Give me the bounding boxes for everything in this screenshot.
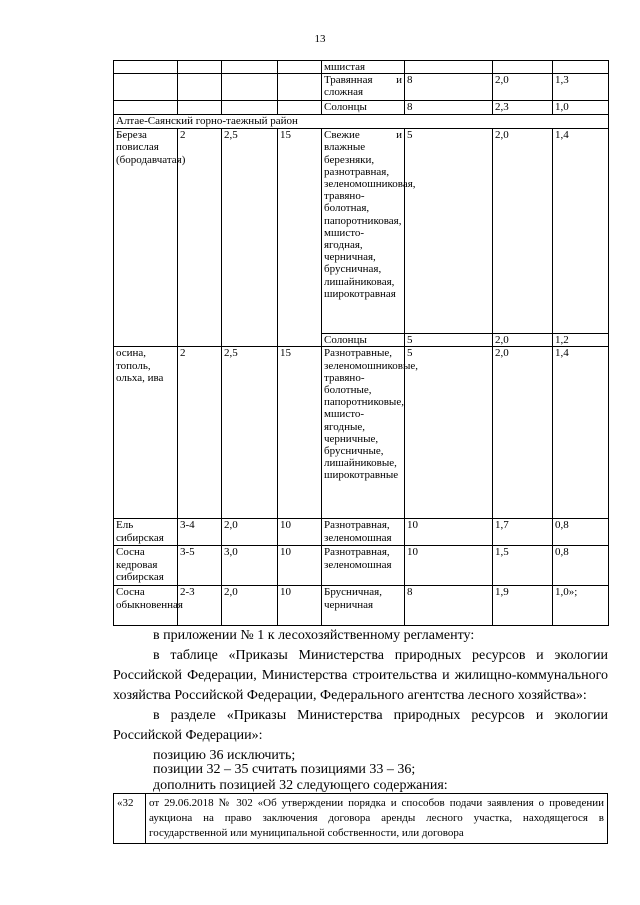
table-cell: 1,7 [493,519,553,546]
regulation-table [113,60,609,626]
order-text: от 29.06.2018 № 302 «Об утверждении порядка и способов подачи заявления о проведении аукциона на право заключения договора аренды лесного участка, находящегося в государственной или муниципальной собственности, или договора [146,794,608,844]
table-cell: 2-3 [178,586,222,626]
forest-type-cell: Свежие и влажные березняки, разнотравная, зеленомошниковая, травяно-болотная, папоротниковая, мшисто-ягодная, черничная, брусничная, лишайниковая, широкотравная [322,129,405,334]
orders-table [113,793,608,844]
table-row [114,129,609,334]
paragraph-section-ref: в разделе «Приказы Министерства природных ресурсов и экологии Российской Федерации»: [113,708,608,743]
paragraph-table-ref: в таблице «Приказы Министерства природных ресурсов и экологии Российской Федерации, Министерства строительства и жилищно-коммунального хозяйства Российской Федерации, Федерального агентства лесного хозяйства»: [113,648,608,703]
region-header: Алтае-Саянский горно-таежный район [114,115,609,129]
table-cell: 1,4 [553,129,609,334]
table-cell: 2,0 [493,334,553,347]
species-cell: осина, тополь, ольха, ива [114,347,178,519]
table-cell: 1,0»; [553,586,609,626]
page-number: 13 [314,33,326,45]
table-row [114,74,609,101]
table-cell: 2,5 [222,129,278,347]
table-cell: 8 [405,74,493,101]
forest-type-cell: Разнотравные, зеленомошниковые, травяно-болотные, папоротниковые, мшисто-ягодные, черничные, брусничные, лишайниковые, широкотравные [322,347,405,519]
table-cell: 1,2 [553,334,609,347]
table-row [114,61,609,74]
table-cell: 8 [405,586,493,626]
table-cell: 2,0 [222,519,278,546]
table-cell: 10 [278,586,322,626]
forest-type-cell: Разнотравная, зеленомошная [322,519,405,546]
table-cell: 2,3 [493,101,553,115]
table-cell: 10 [278,519,322,546]
table-row [114,519,609,546]
table-cell: 2,0 [222,586,278,626]
table-cell: 2,0 [493,347,553,519]
table-cell: 1,3 [553,74,609,101]
species-cell: Ель сибирская [114,519,178,546]
table-cell: 0,8 [553,519,609,546]
table-cell: 1,5 [493,546,553,586]
table-cell: 2,0 [493,74,553,101]
table-cell: 2 [178,347,222,519]
table-cell: 10 [278,546,322,586]
position-number: «32 [114,794,146,844]
table-cell: 15 [278,129,322,347]
table-cell: 15 [278,347,322,519]
paragraph-exclude: позицию 36 исключить; [153,748,296,763]
table-row [114,546,609,586]
table-cell: 2 [178,129,222,347]
species-cell: Сосна обыкновенная [114,586,178,626]
forest-type-cell: Солонцы [322,334,405,347]
table-cell: 5 [405,347,493,519]
forest-type-cell: Брусничная, черничная [322,586,405,626]
paragraph-renumber: позиции 32 – 35 считать позициями 33 – 36; [153,762,416,777]
paragraph-add: дополнить позицией 32 следующего содержания: [153,778,448,793]
table-row [114,586,609,626]
table-cell: 10 [405,546,493,586]
table-cell: 5 [405,129,493,334]
table-cell: 0,8 [553,546,609,586]
species-cell: Береза повислая (бородавчатая) [114,129,178,347]
table-cell: 1,9 [493,586,553,626]
table-row [114,794,608,844]
forest-type-cell: Разнотравная, зеленомошная [322,546,405,586]
table-row [114,347,609,519]
forest-type-cell: Травянная и сложная [322,74,405,101]
table-cell: 2,0 [493,129,553,334]
forest-type-cell: мшистая [322,61,405,74]
table-cell: 2,5 [222,347,278,519]
table-cell: 3-4 [178,519,222,546]
species-cell: Сосна кедровая сибирская [114,546,178,586]
paragraph-appendix: в приложении № 1 к лесохозяйственному регламенту: [153,628,475,643]
table-cell: 3-5 [178,546,222,586]
table-row [114,115,609,129]
table-cell: 1,0 [553,101,609,115]
table-cell: 8 [405,101,493,115]
table-cell: 1,4 [553,347,609,519]
table-cell: 3,0 [222,546,278,586]
table-cell: 10 [405,519,493,546]
forest-type-cell: Солонцы [322,101,405,115]
table-row [114,101,609,115]
table-cell: 5 [405,334,493,347]
